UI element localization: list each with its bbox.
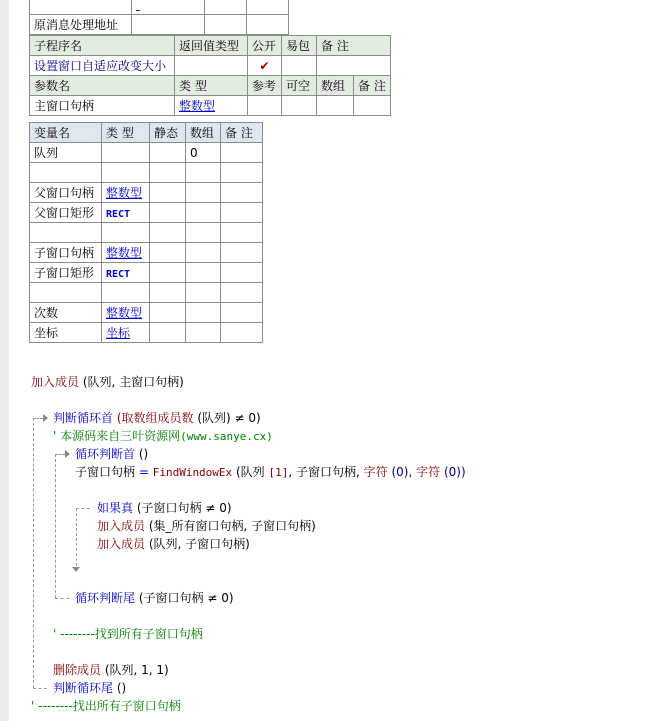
flow-arrow-icon (65, 450, 70, 458)
flow-line (76, 508, 90, 509)
subroutine-row (30, 56, 391, 76)
previous-table (29, 0, 289, 35)
param-name: 原消息处理地址 (30, 15, 132, 35)
type-link[interactable]: 整数型 (106, 246, 143, 260)
flow-line (55, 598, 69, 599)
type-link[interactable]: RECT (106, 268, 131, 280)
variable-table (29, 122, 263, 343)
code-line[interactable]: 判断循环首 (取数组成员数 (队列) ≠ 0) (53, 411, 261, 425)
flow-arrow-down-icon (72, 567, 80, 572)
flow-line (33, 688, 47, 689)
type-link[interactable]: RECT (106, 208, 131, 220)
table-row: 队列 0 (30, 143, 263, 163)
table-row: 坐标 坐标 (30, 323, 263, 343)
flow-line (33, 418, 43, 419)
table-row (30, 283, 263, 303)
subroutine-table (29, 35, 391, 116)
flow-arrow-icon (43, 414, 48, 422)
param-header-row: 参数名 类 型 参考 可空 数组 备 注 (30, 76, 391, 96)
code-line[interactable]: 加入成员 (队列, 主窗口句柄) (31, 375, 184, 389)
code-line[interactable]: 判断循环尾 () (53, 681, 127, 695)
flow-line (55, 454, 56, 598)
code-line[interactable]: 加入成员 (集_所有窗口句柄, 子窗口句柄) (97, 519, 316, 533)
subroutine-name[interactable]: 设置窗口自适应改变大小 (30, 56, 175, 76)
code-line[interactable]: 如果真 (子窗口句柄 ≠ 0) (97, 501, 232, 515)
table-row: 父窗口矩形 RECT (30, 203, 263, 223)
variable-header-row: 变量名 类 型 静态 数组 备 注 (30, 123, 263, 143)
param-row (30, 96, 391, 116)
type-link[interactable]: 坐标 (106, 326, 131, 340)
code-comment[interactable]: ' 本源码来自三叶资源网(www.sanye.cx) (53, 429, 273, 443)
code-line[interactable]: 加入成员 (队列, 子窗口句柄) (97, 537, 250, 551)
param-name: 主窗口句柄 (30, 96, 175, 116)
table-row: 父窗口句柄 整数型 (30, 183, 263, 203)
subroutine-header-row: 子程序名 返回值类型 公开 易包 备 注 (30, 36, 391, 56)
table-row (30, 15, 289, 35)
flow-line (33, 418, 34, 688)
flow-line (76, 508, 77, 566)
code-line[interactable]: 子窗口句柄 = FindWindowEx (队列 [1], 子窗口句柄, 字符 (0), 字符 (0)) (75, 465, 466, 479)
table-row (30, 0, 289, 15)
table-row (30, 163, 263, 183)
table-row (30, 223, 263, 243)
param-type-link[interactable]: 整数型 (179, 99, 216, 113)
table-row: 子窗口句柄 整数型 (30, 243, 263, 263)
type-link[interactable]: 整数型 (106, 186, 143, 200)
code-comment[interactable]: ' --------找出所有子窗口句柄 (31, 699, 181, 713)
left-gutter (0, 0, 9, 721)
flow-line (55, 454, 65, 455)
code-line[interactable]: 循环判断尾 (子窗口句柄 ≠ 0) (75, 591, 234, 605)
public-check-icon[interactable]: ✔ (248, 56, 282, 76)
table-row: 子窗口矩形 RECT (30, 263, 263, 283)
code-line[interactable]: 循环判断首 () (75, 447, 149, 461)
table-row: 次数 整数型 (30, 303, 263, 323)
type-link[interactable]: 整数型 (106, 306, 143, 320)
code-comment[interactable]: ' --------找到所有子窗口句柄 (53, 627, 203, 641)
code-line[interactable]: 删除成员 (队列, 1, 1) (53, 663, 169, 677)
